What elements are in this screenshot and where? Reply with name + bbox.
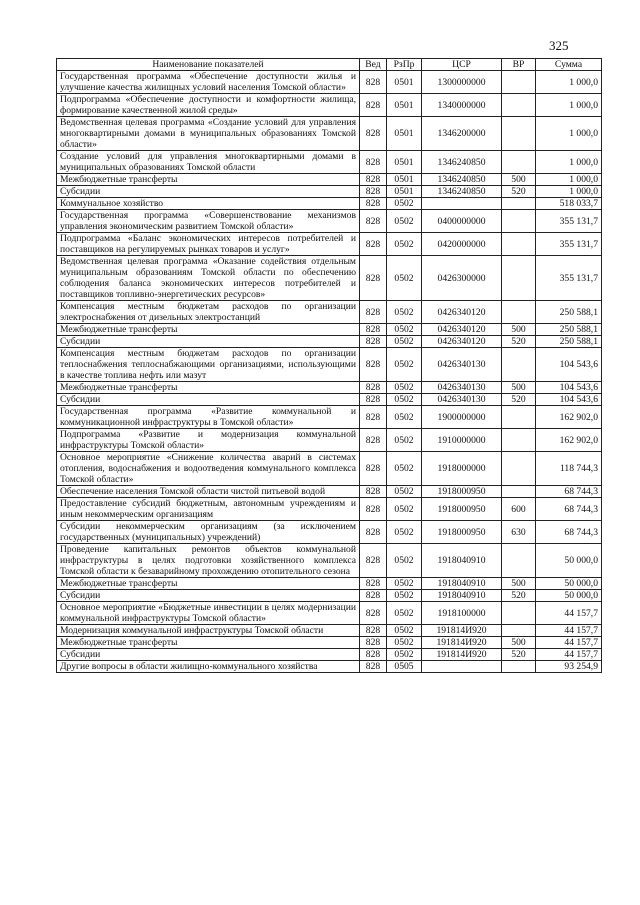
cell-rzpr: 0502 (387, 233, 422, 256)
cell-ved: 828 (360, 186, 387, 198)
header-name: Наименование показателей (57, 59, 360, 71)
table-row (57, 233, 602, 256)
table-row (57, 301, 602, 324)
cell-name: Компенсация местным бюджетам расходов по организации теплоснабжения теплоснабжающими организациями, использующими в качестве топлива нефть или мазут (57, 348, 360, 382)
cell-name: Основное мероприятие «Снижение количества аварий в системах отопления, водоснабжения и водоотведения коммунального комплекса Томской области» (57, 452, 360, 486)
cell-sum: 44 157,7 (536, 637, 602, 649)
cell-vr: 500 (502, 637, 536, 649)
cell-ved: 828 (360, 429, 387, 452)
cell-csr: 0400000000 (422, 210, 502, 233)
cell-ved: 828 (360, 578, 387, 590)
cell-rzpr: 0502 (387, 210, 422, 233)
cell-sum: 250 588,1 (536, 336, 602, 348)
cell-rzpr: 0502 (387, 406, 422, 429)
cell-rzpr: 0502 (387, 429, 422, 452)
cell-sum: 162 902,0 (536, 429, 602, 452)
cell-vr: 500 (502, 578, 536, 590)
cell-sum: 44 157,7 (536, 602, 602, 625)
cell-vr (502, 348, 536, 382)
cell-ved: 828 (360, 94, 387, 117)
cell-sum: 93 254,9 (536, 661, 602, 673)
cell-name: Государственная программа «Развитие коммунальной и коммуникационной инфраструктуры в Томской области» (57, 406, 360, 429)
cell-rzpr: 0502 (387, 394, 422, 406)
page-number: 325 (549, 38, 569, 53)
cell-rzpr: 0501 (387, 151, 422, 174)
cell-rzpr: 0502 (387, 590, 422, 602)
table-row (57, 117, 602, 151)
cell-sum: 44 157,7 (536, 625, 602, 637)
header-vr: ВР (502, 59, 536, 71)
cell-sum: 1 000,0 (536, 151, 602, 174)
cell-sum: 50 000,0 (536, 578, 602, 590)
budget-table (56, 58, 602, 673)
cell-sum: 68 744,3 (536, 486, 602, 498)
cell-csr: 1918100000 (422, 602, 502, 625)
cell-csr: 0420000000 (422, 233, 502, 256)
cell-name: Субсидии (57, 590, 360, 602)
cell-vr: 520 (502, 186, 536, 198)
cell-rzpr: 0501 (387, 94, 422, 117)
cell-sum: 355 131,7 (536, 256, 602, 301)
cell-name: Обеспечение населения Томской области чистой питьевой водой (57, 486, 360, 498)
cell-ved: 828 (360, 661, 387, 673)
cell-sum: 1 000,0 (536, 174, 602, 186)
cell-rzpr: 0502 (387, 198, 422, 210)
header-sum: Сумма (536, 59, 602, 71)
table-row (57, 602, 602, 625)
cell-vr: 500 (502, 174, 536, 186)
cell-csr: 1300000000 (422, 71, 502, 94)
header-row (57, 59, 602, 71)
cell-sum: 1 000,0 (536, 71, 602, 94)
cell-rzpr: 0502 (387, 544, 422, 578)
cell-sum: 44 157,7 (536, 649, 602, 661)
cell-csr: 1346200000 (422, 117, 502, 151)
cell-vr: 520 (502, 336, 536, 348)
cell-csr: 0426340130 (422, 382, 502, 394)
cell-csr: 191814И920 (422, 649, 502, 661)
cell-csr: 1918040910 (422, 544, 502, 578)
cell-vr (502, 486, 536, 498)
cell-ved: 828 (360, 336, 387, 348)
cell-csr: 0426340130 (422, 348, 502, 382)
table-row (57, 94, 602, 117)
cell-csr: 1340000000 (422, 94, 502, 117)
cell-vr: 600 (502, 498, 536, 521)
cell-rzpr: 0502 (387, 486, 422, 498)
cell-vr: 520 (502, 649, 536, 661)
cell-sum: 68 744,3 (536, 498, 602, 521)
table-row (57, 661, 602, 673)
cell-csr: 0426340120 (422, 301, 502, 324)
table-row (57, 210, 602, 233)
cell-name: Межбюджетные трансферты (57, 382, 360, 394)
cell-vr (502, 602, 536, 625)
table-row (57, 521, 602, 544)
table-row (57, 256, 602, 301)
cell-rzpr: 0501 (387, 117, 422, 151)
cell-ved: 828 (360, 394, 387, 406)
table-header (57, 59, 602, 71)
cell-rzpr: 0501 (387, 71, 422, 94)
cell-csr: 0426340120 (422, 336, 502, 348)
cell-name: Межбюджетные трансферты (57, 324, 360, 336)
cell-vr (502, 625, 536, 637)
cell-rzpr: 0502 (387, 452, 422, 486)
cell-ved: 828 (360, 521, 387, 544)
table-row (57, 348, 602, 382)
cell-sum: 104 543,6 (536, 382, 602, 394)
cell-vr (502, 71, 536, 94)
cell-csr: 0426340130 (422, 394, 502, 406)
cell-ved: 828 (360, 602, 387, 625)
cell-csr: 1918000950 (422, 486, 502, 498)
cell-csr: 1900000000 (422, 406, 502, 429)
cell-name: Межбюджетные трансферты (57, 578, 360, 590)
table-row (57, 151, 602, 174)
cell-vr (502, 429, 536, 452)
cell-rzpr: 0501 (387, 186, 422, 198)
cell-ved: 828 (360, 498, 387, 521)
cell-ved: 828 (360, 210, 387, 233)
cell-name: Межбюджетные трансферты (57, 637, 360, 649)
cell-sum: 68 744,3 (536, 521, 602, 544)
cell-name: Ведомственная целевая программа «Оказание содействия отдельным муниципальным образованиям Томской области по обеспечению соблюдения баланса экономических интересов потребителей и поставщиков топливно-энергетических ресурсов» (57, 256, 360, 301)
cell-name: Ведомственная целевая программа «Создание условий для управления многоквартирными домами в муниципальных образованиях Томской области» (57, 117, 360, 151)
table-row (57, 544, 602, 578)
cell-vr (502, 406, 536, 429)
table-row (57, 590, 602, 602)
table-row (57, 186, 602, 198)
table-row (57, 324, 602, 336)
cell-rzpr: 0505 (387, 661, 422, 673)
table-row (57, 498, 602, 521)
cell-name: Субсидии (57, 649, 360, 661)
cell-csr: 191814И920 (422, 625, 502, 637)
cell-ved: 828 (360, 382, 387, 394)
header-ved: Вед (360, 59, 387, 71)
cell-csr: 1918040910 (422, 590, 502, 602)
cell-csr: 0426300000 (422, 256, 502, 301)
cell-csr: 191814И920 (422, 637, 502, 649)
cell-vr: 500 (502, 382, 536, 394)
cell-name: Государственная программа «Обеспечение доступности жилья и улучшение качества жилищных условий населения Томской области» (57, 71, 360, 94)
cell-csr (422, 198, 502, 210)
cell-sum: 250 588,1 (536, 324, 602, 336)
cell-name: Компенсация местным бюджетам расходов по организации электроснабжения от дизельных электростанций (57, 301, 360, 324)
cell-name: Субсидии (57, 394, 360, 406)
cell-name: Подпрограмма «Баланс экономических интересов потребителей и поставщиков на регулируемых рынках товаров и услуг» (57, 233, 360, 256)
table-row (57, 71, 602, 94)
cell-rzpr: 0502 (387, 637, 422, 649)
cell-rzpr: 0501 (387, 174, 422, 186)
table-row (57, 336, 602, 348)
cell-vr (502, 210, 536, 233)
cell-rzpr: 0502 (387, 498, 422, 521)
cell-ved: 828 (360, 198, 387, 210)
table-row (57, 394, 602, 406)
table-row (57, 637, 602, 649)
cell-sum: 355 131,7 (536, 210, 602, 233)
cell-ved: 828 (360, 406, 387, 429)
cell-ved: 828 (360, 324, 387, 336)
cell-vr (502, 452, 536, 486)
cell-name: Проведение капитальных ремонтов объектов коммунальной инфраструктуры в целях подготовки хозяйственного комплекса Томской области к безаварийному прохождению отопительного сезона (57, 544, 360, 578)
cell-name: Субсидии (57, 186, 360, 198)
cell-ved: 828 (360, 452, 387, 486)
cell-name: Основное мероприятие «Бюджетные инвестиции в целях модернизации коммунальной инфраструктуры Томской области» (57, 602, 360, 625)
table-row (57, 625, 602, 637)
cell-ved: 828 (360, 486, 387, 498)
cell-ved: 828 (360, 117, 387, 151)
cell-rzpr: 0502 (387, 521, 422, 544)
cell-rzpr: 0502 (387, 602, 422, 625)
table-row (57, 452, 602, 486)
cell-sum: 104 543,6 (536, 394, 602, 406)
cell-ved: 828 (360, 151, 387, 174)
cell-sum: 250 588,1 (536, 301, 602, 324)
cell-name: Предоставление субсидий бюджетным, автономным учреждениям и иным некоммерческим организациям (57, 498, 360, 521)
cell-name: Модернизация коммунальной инфраструктуры Томской области (57, 625, 360, 637)
cell-vr: 500 (502, 324, 536, 336)
cell-name: Другие вопросы в области жилищно-коммунального хозяйства (57, 661, 360, 673)
cell-ved: 828 (360, 174, 387, 186)
cell-csr: 1918000000 (422, 452, 502, 486)
cell-ved: 828 (360, 625, 387, 637)
cell-ved: 828 (360, 544, 387, 578)
cell-ved: 828 (360, 348, 387, 382)
cell-ved: 828 (360, 71, 387, 94)
table-row (57, 578, 602, 590)
cell-rzpr: 0502 (387, 336, 422, 348)
cell-sum: 1 000,0 (536, 94, 602, 117)
cell-name: Подпрограмма «Обеспечение доступности и комфортности жилища, формирование качественной жилой среды» (57, 94, 360, 117)
cell-vr: 520 (502, 394, 536, 406)
table-row (57, 486, 602, 498)
cell-ved: 828 (360, 256, 387, 301)
cell-sum: 1 000,0 (536, 117, 602, 151)
cell-csr (422, 661, 502, 673)
cell-name: Коммунальное хозяйство (57, 198, 360, 210)
cell-sum: 162 902,0 (536, 406, 602, 429)
cell-csr: 1918040910 (422, 578, 502, 590)
cell-ved: 828 (360, 233, 387, 256)
header-csr: ЦСР (422, 59, 502, 71)
cell-sum: 518 033,7 (536, 198, 602, 210)
cell-name: Субсидии некоммерческим организациям (за исключением государственных (муниципальных) учреждений) (57, 521, 360, 544)
table-row (57, 382, 602, 394)
table-body (57, 71, 602, 673)
cell-vr (502, 661, 536, 673)
cell-vr (502, 256, 536, 301)
cell-sum: 104 543,6 (536, 348, 602, 382)
cell-rzpr: 0502 (387, 578, 422, 590)
cell-vr (502, 544, 536, 578)
cell-name: Межбюджетные трансферты (57, 174, 360, 186)
cell-name: Создание условий для управления многоквартирными домами в муниципальных образованиях Томской области (57, 151, 360, 174)
table-row (57, 198, 602, 210)
cell-rzpr: 0502 (387, 649, 422, 661)
cell-vr (502, 117, 536, 151)
cell-csr: 1346240850 (422, 186, 502, 198)
cell-vr (502, 233, 536, 256)
cell-vr: 520 (502, 590, 536, 602)
cell-name: Государственная программа «Совершенствование механизмов управления экономическим развитием Томской области» (57, 210, 360, 233)
cell-vr (502, 301, 536, 324)
cell-csr: 1910000000 (422, 429, 502, 452)
cell-vr: 630 (502, 521, 536, 544)
cell-vr (502, 151, 536, 174)
cell-rzpr: 0502 (387, 301, 422, 324)
cell-ved: 828 (360, 301, 387, 324)
cell-ved: 828 (360, 590, 387, 602)
header-rzpr: РзПр (387, 59, 422, 71)
cell-vr (502, 198, 536, 210)
cell-sum: 118 744,3 (536, 452, 602, 486)
cell-rzpr: 0502 (387, 324, 422, 336)
cell-sum: 50 000,0 (536, 544, 602, 578)
table-row (57, 429, 602, 452)
cell-rzpr: 0502 (387, 348, 422, 382)
cell-name: Подпрограмма «Развитие и модернизация коммунальной инфраструктуры Томской области» (57, 429, 360, 452)
cell-sum: 50 000,0 (536, 590, 602, 602)
cell-vr (502, 94, 536, 117)
cell-csr: 1918000950 (422, 521, 502, 544)
cell-sum: 355 131,7 (536, 233, 602, 256)
cell-csr: 1346240850 (422, 151, 502, 174)
cell-csr: 1918000950 (422, 498, 502, 521)
cell-ved: 828 (360, 637, 387, 649)
cell-sum: 1 000,0 (536, 186, 602, 198)
cell-csr: 0426340120 (422, 324, 502, 336)
table-row (57, 406, 602, 429)
cell-rzpr: 0502 (387, 382, 422, 394)
cell-name: Субсидии (57, 336, 360, 348)
cell-ved: 828 (360, 649, 387, 661)
table-row (57, 649, 602, 661)
cell-rzpr: 0502 (387, 625, 422, 637)
table-row (57, 174, 602, 186)
cell-csr: 1346240850 (422, 174, 502, 186)
cell-rzpr: 0502 (387, 256, 422, 301)
